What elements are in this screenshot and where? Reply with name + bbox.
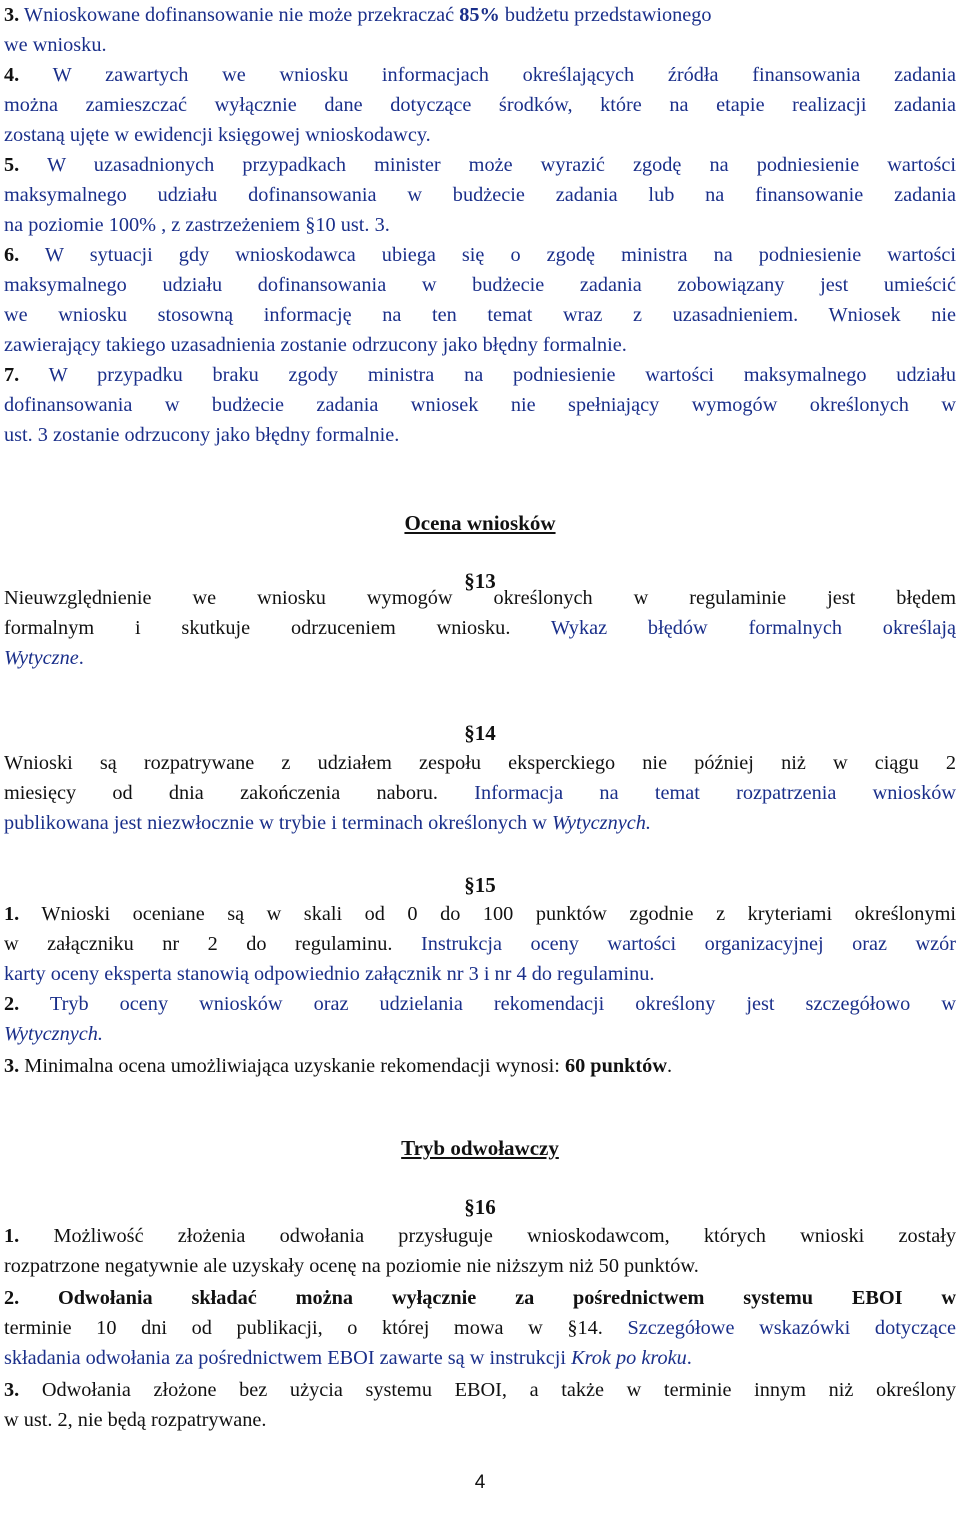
text-segment: 6. bbox=[4, 244, 20, 266]
paragraph-number: §14 bbox=[464, 721, 496, 745]
text-line bbox=[4, 1221, 956, 1251]
text-segment: można zamieszczać wyłącznie dane dotyczące środków, które na etapie realizacji zadania bbox=[4, 94, 956, 116]
text-segment: 3. bbox=[4, 4, 20, 26]
text-segment: Odwołania składać można wyłącznie za pośrednictwem systemu EBOI w bbox=[19, 1287, 956, 1309]
text-segment: Nieuwzględnienie we wniosku wymogów określonych w regulaminie jest błędem bbox=[4, 587, 956, 609]
text-segment: 1. bbox=[4, 1225, 20, 1247]
text-segment: Wnioski oceniane są w skali od 0 do 100 punktów zgodnie z kryteriami określonymi bbox=[19, 903, 956, 925]
text-segment: we wniosku stosowną informację na ten temat wraz z uzasadnieniem. Wniosek nie bbox=[4, 304, 956, 326]
text-line bbox=[4, 1051, 956, 1081]
text-segment: 60 punktów bbox=[564, 1055, 667, 1077]
text-segment: Krok po kroku bbox=[571, 1347, 687, 1369]
text-segment: . bbox=[666, 1055, 673, 1077]
text-line bbox=[4, 613, 956, 643]
paragraph-number: §15 bbox=[464, 873, 496, 897]
text-segment: Wykaz błędów formalnych określają bbox=[550, 617, 956, 639]
text-segment: 85% bbox=[459, 4, 500, 26]
text-line bbox=[4, 210, 956, 240]
text-segment: Wytycznych. bbox=[552, 812, 651, 834]
text-line bbox=[4, 330, 956, 360]
text-segment: Wnioskowane dofinansowanie nie może przekraczać bbox=[19, 4, 460, 26]
text-line bbox=[4, 300, 956, 330]
text-segment: 4. bbox=[4, 64, 20, 86]
text-segment: 7. bbox=[4, 364, 20, 386]
text-segment: W zawartych we wniosku informacjach określających źródła finansowania zadania bbox=[19, 64, 956, 86]
text-segment: Wytyczne bbox=[4, 647, 79, 669]
text-segment: karty oceny eksperta stanowią odpowiednio załącznik nr 3 i nr 4 do regulaminu. bbox=[4, 963, 655, 985]
text-segment: W uzasadnionych przypadkach minister może wyrazić zgodę na podniesienie wartości bbox=[19, 154, 956, 176]
section-heading: Ocena wniosków bbox=[404, 511, 556, 535]
text-line bbox=[4, 240, 956, 270]
text-line bbox=[4, 1251, 956, 1281]
text-segment: formalnym i skutkuje odrzuceniem wniosku. bbox=[4, 617, 551, 639]
text-line bbox=[4, 0, 956, 30]
text-segment: w ust. 2, nie będą rozpatrywane. bbox=[4, 1409, 267, 1431]
text-line bbox=[4, 929, 956, 959]
text-line bbox=[4, 989, 956, 1019]
text-segment: W przypadku braku zgody ministra na podniesienie wartości maksymalnego udziału bbox=[19, 364, 956, 386]
text-line bbox=[4, 1343, 956, 1373]
text-line bbox=[4, 420, 956, 450]
text-line bbox=[4, 959, 956, 989]
text-segment: dofinansowania w budżecie zadania wniosek nie spełniający wymogów określonych w bbox=[4, 394, 956, 416]
text-segment: maksymalnego udziału dofinansowania w budżecie zadania lub na finansowanie zadania bbox=[4, 184, 956, 206]
text-line bbox=[4, 1019, 956, 1049]
text-segment: Szczegółowe wskazówki dotyczące bbox=[627, 1317, 956, 1339]
text-line bbox=[4, 270, 956, 300]
paragraph-number: §16 bbox=[464, 1195, 496, 1219]
text-segment: terminie 10 dni od publikacji, o której mowa w §14. bbox=[4, 1317, 628, 1339]
text-segment: Informacja na temat rozpatrzenia wniosków bbox=[474, 782, 956, 804]
text-segment: Wytycznych. bbox=[4, 1023, 103, 1045]
text-segment: budżetu przedstawionego bbox=[499, 4, 712, 26]
text-segment: zawierający takiego uzasadnienia zostanie odrzucony jako błędny formalnie. bbox=[4, 334, 627, 356]
text-line bbox=[4, 643, 956, 673]
paragraph-number: §13 bbox=[464, 569, 496, 593]
text-segment: 2. bbox=[4, 993, 20, 1015]
text-segment: 3. bbox=[4, 1055, 20, 1077]
text-line bbox=[4, 30, 956, 60]
text-segment: Odwołania złożone bez użycia systemu EBOI, a także w terminie innym niż określony bbox=[19, 1379, 956, 1401]
text-line bbox=[4, 899, 956, 929]
text-segment: w załączniku nr 2 do regulaminu. bbox=[4, 933, 421, 955]
text-segment: 2. bbox=[4, 1287, 20, 1309]
text-line bbox=[4, 808, 956, 838]
text-segment: Tryb oceny wniosków oraz udzielania rekomendacji określony jest szczegółowo w bbox=[19, 993, 956, 1015]
text-line bbox=[4, 1375, 956, 1405]
section-heading: Tryb odwoławczy bbox=[401, 1136, 559, 1160]
text-segment: . bbox=[78, 647, 84, 669]
text-segment: Możliwość złożenia odwołania przysługuje wnioskodawcom, których wnioski zostały bbox=[19, 1225, 956, 1247]
text-segment: publikowana jest niezwłocznie w trybie i terminach określonych w bbox=[4, 812, 552, 834]
text-segment: miesięcy od dnia zakończenia naboru. bbox=[4, 782, 475, 804]
text-line bbox=[4, 90, 956, 120]
text-segment: zostaną ujęte w ewidencji księgowej wnioskodawcy. bbox=[4, 124, 431, 146]
text-line bbox=[4, 120, 956, 150]
text-segment: W sytuacji gdy wnioskodawca ubiega się o zgodę ministra na podniesienie wartości bbox=[19, 244, 956, 266]
text-segment: Instrukcja oceny wartości organizacyjnej oraz wzór bbox=[420, 933, 956, 955]
text-line bbox=[4, 1313, 956, 1343]
page-number: 4 bbox=[474, 1472, 486, 1493]
text-segment: we wniosku. bbox=[4, 34, 107, 56]
text-line bbox=[4, 748, 956, 778]
text-segment: maksymalnego udziału dofinansowania w budżecie zadania zobowiązany jest umieścić bbox=[4, 274, 956, 296]
text-line bbox=[4, 1283, 956, 1313]
text-line bbox=[4, 390, 956, 420]
text-segment: Minimalna ocena umożliwiająca uzyskanie rekomendacji wynosi: bbox=[19, 1055, 565, 1077]
text-segment: składania odwołania za pośrednictwem EBOI zawarte są w instrukcji bbox=[4, 1347, 572, 1369]
text-line bbox=[4, 150, 956, 180]
text-line bbox=[4, 60, 956, 90]
text-line bbox=[4, 778, 956, 808]
text-segment: 3. bbox=[4, 1379, 20, 1401]
text-line bbox=[4, 1405, 956, 1435]
text-segment: rozpatrzone negatywnie ale uzyskały ocenę na poziomie nie niższym niż 50 punktów. bbox=[4, 1255, 699, 1277]
text-segment: 5. bbox=[4, 154, 20, 176]
text-segment: Wnioski są rozpatrywane z udziałem zespołu eksperckiego nie później niż w ciągu 2 bbox=[4, 752, 956, 774]
text-segment: 1. bbox=[4, 903, 20, 925]
text-segment: na poziomie 100% , z zastrzeżeniem §10 ust. 3. bbox=[4, 214, 390, 236]
text-segment: ust. 3 zostanie odrzucony jako błędny formalnie. bbox=[4, 424, 400, 446]
text-segment: . bbox=[686, 1347, 692, 1369]
text-line bbox=[4, 180, 956, 210]
text-line bbox=[4, 360, 956, 390]
